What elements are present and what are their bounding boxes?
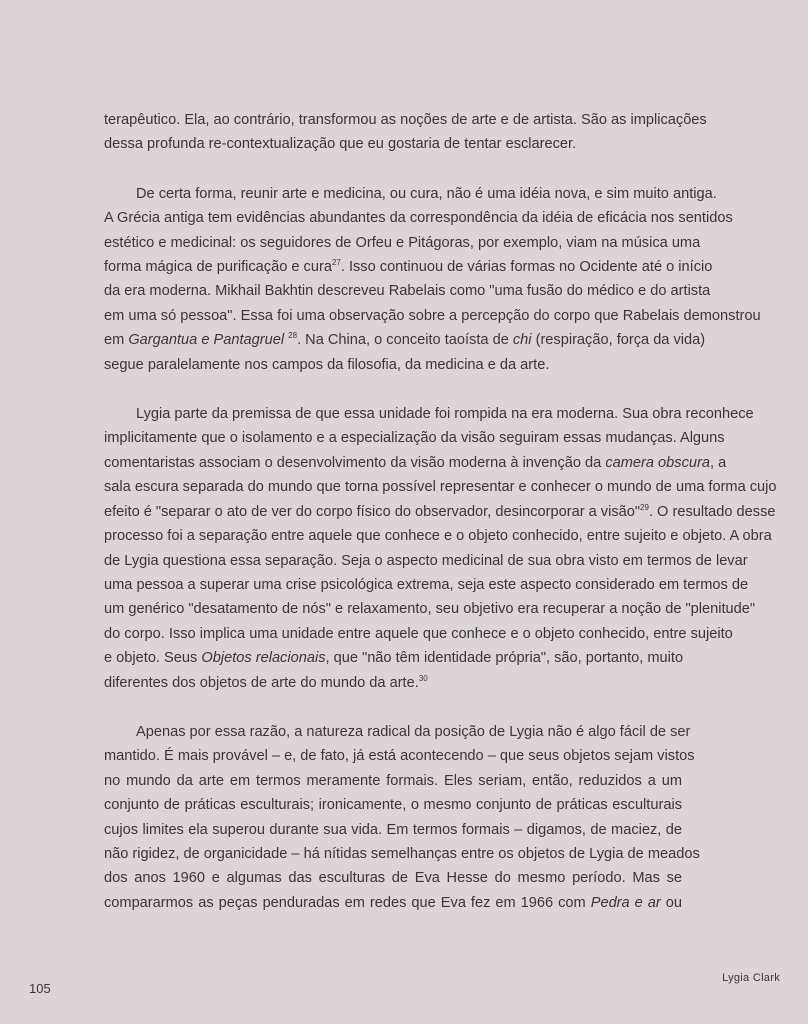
italic-term: Objetos relacionais — [201, 650, 326, 667]
text-line: comentaristas associam o desenvolvimento da visão moderna à invenção da camera obscura, a — [104, 454, 727, 471]
text-line: dessa profunda re-contextualização que eu gostaria de tentar esclarecer. — [104, 136, 577, 153]
text-line: do corpo. Isso implica uma unidade entre aquele que conhece e o objeto conhecido, entre sujeito — [104, 625, 733, 642]
text-line: conjunto de práticas esculturais; ironicamente, o mesmo conjunto de práticas esculturais — [104, 797, 682, 814]
running-head: Lygia Clark — [722, 972, 780, 984]
text-line: Apenas por essa razão, a natureza radical da posição de Lygia não é algo fácil de ser — [136, 723, 691, 740]
page-number: 105 — [29, 981, 51, 996]
text-line: dos anos 1960 e algumas das esculturas de Eva Hesse do mesmo período. Mas se — [104, 870, 682, 887]
italic-term: chi — [512, 332, 532, 349]
text-line: De certa forma, reunir arte e medicina, ou cura, não é uma idéia nova, e sim muito antiga. — [136, 185, 717, 202]
artwork-title: Pedra e ar — [590, 894, 661, 911]
italic-term: camera obscura — [605, 454, 710, 471]
text-line: compararmos as peças penduradas em redes que Eva fez em 1966 com Pedra e ar ou — [104, 894, 682, 911]
paragraph-4 — [104, 720, 700, 915]
text-line: efeito é "separar o ato de ver do corpo físico do observador, desincorporar a visão"$^{29}$. O resultado desse — [104, 502, 776, 520]
text-line: no mundo da arte em termos meramente formais. Eles seriam, então, reduzidos a um — [104, 772, 682, 789]
text-line: segue paralelamente nos campos da filosofia, da medicina e da arte. — [104, 356, 550, 373]
text-line: não rigidez, de organicidade – há nítidas semelhanças entre os objetos de Lygia de meados — [104, 845, 700, 862]
text-line: sala escura separada do mundo que torna possível representar e conhecer o mundo de uma forma cujo — [104, 479, 777, 496]
paragraph-1 — [104, 108, 707, 157]
text-line: da era moderna. Mikhail Bakhtin descreveu Rabelais como "uma fusão do médico e do artista — [104, 283, 711, 300]
text-line: diferentes dos objetos de arte do mundo da arte.$^{30}$ — [104, 673, 428, 691]
text-line: mantido. É mais provável – e, de fato, já está acontecendo – que seus objetos sejam vistos — [104, 748, 695, 765]
text-line: Lygia parte da premissa de que essa unidade foi rompida na era moderna. Sua obra reconhece — [136, 406, 754, 423]
text-line: de Lygia questiona essa separação. Seja o aspecto medicinal de sua obra visto em termos de levar — [104, 552, 748, 569]
text-line: cujos limites ela superou durante sua vida. Em termos formais – digamos, de maciez, de — [104, 821, 682, 838]
text-line: e objeto. Seus Objetos relacionais, que "não têm identidade própria", são, portanto, muito — [104, 650, 684, 667]
footnote-ref: 30 — [418, 673, 428, 683]
text-line: processo foi a separação entre aquele que conhece e o objeto conhecido, entre sujeito e objeto. A obra — [104, 528, 772, 545]
text-line: estético e medicinal: os seguidores de Orfeu e Pitágoras, por exemplo, viam na música uma — [104, 234, 701, 251]
text-line: A Grécia antiga tem evidências abundantes da correspondência da idéia de eficácia nos sentidos — [104, 210, 733, 227]
body-text — [104, 108, 777, 940]
text-line: em uma só pessoa". Essa foi uma observação sobre a percepção do corpo que Rabelais demonstrou — [104, 307, 761, 324]
paragraph-2 — [104, 182, 761, 377]
text-line: forma mágica de purificação e cura$^{27}$. Isso continuou de várias formas no Ocidente até o início — [104, 258, 713, 276]
footnote-ref: 29 — [640, 502, 649, 512]
paragraph-3 — [104, 402, 777, 695]
text-line: uma pessoa a superar uma crise psicológica extrema, seja este aspecto considerado em termos de — [104, 576, 749, 593]
text-line: terapêutico. Ela, ao contrário, transformou as noções de arte e de artista. São as implicações — [104, 112, 707, 128]
footnote-ref: 27 — [331, 258, 341, 268]
text-line: um genérico "desatamento de nós" e relaxamento, seu objetivo era recuperar a noção de "plenitude" — [104, 601, 756, 618]
text-line: implicitamente que o isolamento e a especialização da visão seguiram essas mudanças. Alguns — [104, 430, 725, 447]
footnote-ref: 28 — [288, 331, 298, 341]
book-title: Gargantua e Pantagruel — [128, 332, 285, 349]
text-line: em Gargantua e Pantagruel $^{28}$. Na China, o conceito taoísta de chi (respiração, força da vida) — [104, 331, 706, 349]
